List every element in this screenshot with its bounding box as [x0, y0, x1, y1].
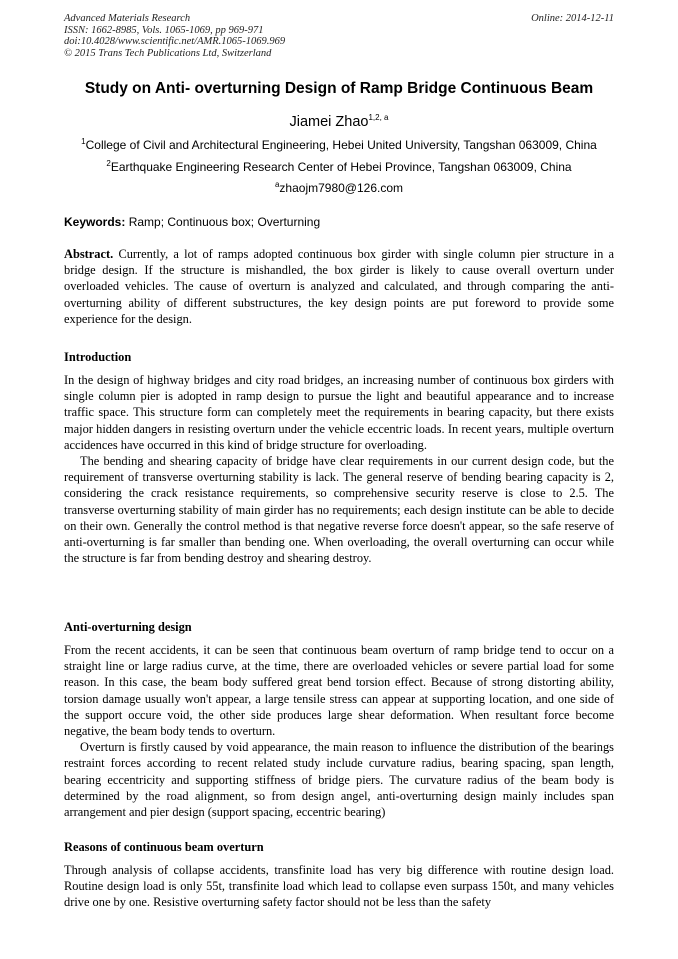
keywords-label: Keywords: [64, 215, 126, 229]
section-heading-introduction: Introduction [64, 350, 132, 364]
affiliation-2 [0, 160, 678, 174]
paragraph: Overturn is firstly caused by void appearance, the main reason to influence the distribution of the bearings restraint forces according to recent related study include curvature radius, bearing spacing, span length, bearing eccentricity and supporting stiffness of bridge piers. The curvature radius of the beam body is determined by the road alignment, so from design angel, anti-overturning design mainly includes span arrangement and pier design (support spacing, eccentric bearing) [64, 740, 614, 820]
paragraph: From the recent accidents, it can be seen that continuous beam overturn of ramp bridge tend to occur on a straight line or large radius curve, at the time, there are overloaded vehicles or severe partial load for some reason. In this case, the beam body suffered great bend torsion effect. Because of strong distorting ability, torsion damage usually won't appear, a large tensile stress can appear at supporting location, and one side of the support occure void, the other side produces large shear deformation. When resultant force become negative, the beam body tends to overturn. [64, 643, 614, 739]
journal-issn: ISSN: 1662-8985, Vols. 1065-1069, pp 969-971 [64, 24, 264, 36]
affiliation-1-text: College of Civil and Architectural Engineering, Hebei United University, Tangshan 063009, China [85, 138, 597, 152]
paper-title: Study on Anti- overturning Design of Ramp Bridge Continuous Beam [84, 80, 594, 97]
section-body-anti-overturning [64, 642, 614, 820]
section-heading-anti-overturning: Anti-overturning design [64, 620, 192, 634]
journal-copyright: © 2015 Trans Tech Publications Ltd, Switzerland [64, 47, 272, 59]
author-line [0, 114, 678, 130]
paragraph: The bending and shearing capacity of bridge have clear requirements in our current design code, but the requirement of transverse overturning stability is lack. The general reserve of bending bearing capacity is 2, considering the crack resistance requirements, so comprehensive security reserve is close to 2.5. The transverse overturning stability of main girder has no requirements; each design institute can be able to decide on their own. Generally the control method is that negative reverse force doesn't appear, so the safe reserve of anti-overturning is far smaller than bending one. When overloading, the overall overturning can occur while the structure is far from bending destroy and shearing destroy. [64, 454, 614, 566]
author-email [0, 181, 678, 195]
author-sup: 1,2, a [368, 113, 389, 123]
abstract-text: Currently, a lot of ramps adopted continuous box girder with single column pier structure in a bridge design. If the structure is mishandled, the box girder is likely to cause overall overturn under overloaded vehicles. The cause of overturn is analyzed and calculated, and through comparing the anti-overturning ability of different substructures, the key design points are put foreword to provide some experience for the design. [64, 247, 614, 326]
journal-doi: doi:10.4028/www.scientific.net/AMR.1065-1069.969 [64, 36, 286, 47]
section-body-introduction [64, 372, 614, 566]
email-sup: a [274, 180, 280, 189]
affiliation-2-text: Earthquake Engineering Research Center of Hebei Province, Tangshan 063009, China [110, 160, 572, 174]
keywords-text: Ramp; Continuous box; Overturning [128, 215, 321, 229]
section-body-reasons [64, 862, 614, 911]
paragraph: In the design of highway bridges and city road bridges, an increasing number of continuous box girders with single column pier is adopted in ramp design to pursue the light and beautiful appearance and to increase traffic space. This structure form can completely meet the requirements in bearing capacity, but there exists major hidden dangers in resisting overturn under the vehicle eccentric loads. In recent years, multiple overturn accidences have occurred in this kind of bridge structure for overloading. [64, 373, 614, 452]
affiliation-2-sup: 2 [106, 159, 111, 168]
keywords [64, 215, 614, 229]
abstract [64, 246, 614, 327]
online-date: Online: 2014-12-11 [531, 13, 614, 24]
journal-name: Advanced Materials Research [64, 13, 191, 24]
author-name: Jiamei Zhao [289, 114, 369, 130]
section-heading-reasons: Reasons of continuous beam overturn [64, 840, 264, 854]
affiliation-1 [0, 138, 678, 152]
journal-header [64, 13, 614, 59]
email-text: zhaojm7980@126.com [279, 181, 404, 195]
affiliation-1-sup: 1 [81, 137, 86, 146]
abstract-label: Abstract. [64, 247, 114, 261]
paragraph: Through analysis of collapse accidents, transfinite load has very big difference with routine design load. Routine design load is only 55t, transfinite load which lead to collapse even surpass 150t, and many vehicles drive one by one. Resistive overturning safety factor should not be less than the safety [64, 863, 614, 910]
